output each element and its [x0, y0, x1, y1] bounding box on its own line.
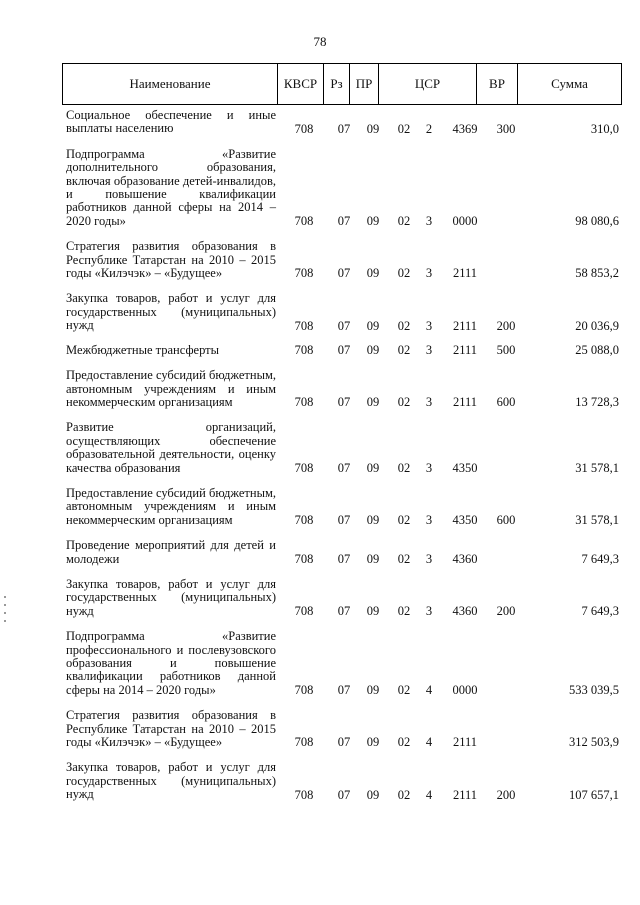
- row-csr-program: 02: [397, 551, 411, 566]
- row-csr-subprogram: 3: [425, 266, 433, 281]
- row-kvsr: 708: [294, 787, 314, 802]
- table-row: [0, 758, 640, 801]
- row-kvsr: 708: [294, 460, 314, 475]
- row-csr-code: 0000: [452, 214, 478, 229]
- row-pr: 09: [366, 121, 380, 136]
- row-vr: 300: [496, 121, 516, 136]
- row-csr-subprogram: 4: [425, 683, 433, 698]
- table-row: [0, 366, 640, 409]
- row-csr-subprogram: 3: [425, 318, 433, 333]
- row-csr-code: 4350: [452, 513, 478, 528]
- row-csr-program: 02: [397, 513, 411, 528]
- row-name: Подпрограмма «Развитие профессионального и послевузовского образования и повышение квалификации работников данной сферы на 2014 – 2020 годы»: [66, 629, 276, 697]
- row-name: Закупка товаров, работ и услуг для государственных (муниципальных) нужд: [66, 291, 276, 333]
- row-csr-program: 02: [397, 343, 411, 358]
- row-csr-program: 02: [397, 460, 411, 475]
- row-csr-subprogram: 3: [425, 395, 433, 410]
- table-row: [0, 627, 640, 697]
- row-rz: 07: [337, 214, 351, 229]
- row-kvsr: 708: [294, 735, 314, 750]
- row-name: Предоставление субсидий бюджетным, автономным учреждениям и иным некоммерческим организациям: [66, 368, 276, 409]
- row-sum: 533 039,5: [569, 683, 619, 698]
- row-csr-program: 02: [397, 214, 411, 229]
- header-name: Наименование: [63, 64, 278, 104]
- row-csr-code: 4350: [452, 460, 478, 475]
- table-row: [0, 536, 640, 566]
- row-csr-code: 4360: [452, 551, 478, 566]
- row-csr-subprogram: 3: [425, 551, 433, 566]
- row-csr-program: 02: [397, 787, 411, 802]
- row-csr-code: 2111: [452, 266, 478, 281]
- header-pr: ПР: [350, 64, 379, 104]
- header-kvsr: КВСР: [278, 64, 324, 104]
- row-csr-subprogram: 4: [425, 735, 433, 750]
- row-pr: 09: [366, 214, 380, 229]
- row-name: Межбюджетные трансферты: [66, 342, 220, 357]
- row-rz: 07: [337, 121, 351, 136]
- header-csr: ЦСР: [379, 64, 477, 104]
- row-sum: 25 088,0: [575, 343, 619, 358]
- row-csr-code: 2111: [452, 318, 478, 333]
- table-row: [0, 484, 640, 527]
- row-kvsr: 708: [294, 343, 314, 358]
- header-sum: Сумма: [551, 76, 588, 91]
- row-sum: 98 080,6: [575, 214, 619, 229]
- row-sum: 20 036,9: [575, 318, 619, 333]
- table-row: [0, 575, 640, 618]
- row-rz: 07: [337, 318, 351, 333]
- row-csr-code: 4360: [452, 604, 478, 619]
- row-pr: 09: [366, 683, 380, 698]
- row-kvsr: 708: [294, 318, 314, 333]
- row-rz: 07: [337, 551, 351, 566]
- row-sum: 31 578,1: [575, 513, 619, 528]
- table-row: [0, 341, 640, 357]
- scan-margin-marks: [4, 590, 8, 630]
- row-rz: 07: [337, 460, 351, 475]
- row-sum: 310,0: [590, 121, 619, 136]
- row-rz: 07: [337, 343, 351, 358]
- row-pr: 09: [366, 460, 380, 475]
- row-pr: 09: [366, 318, 380, 333]
- row-pr: 09: [366, 395, 380, 410]
- table-header: [62, 63, 622, 105]
- row-csr-subprogram: 3: [425, 604, 433, 619]
- row-csr-subprogram: 4: [425, 787, 433, 802]
- header-vr: ВР: [477, 64, 518, 104]
- row-csr-code: 2111: [452, 395, 478, 410]
- row-sum: 7 649,3: [581, 551, 619, 566]
- row-name: Социальное обеспечение и иные выплаты населению: [66, 108, 276, 136]
- row-kvsr: 708: [294, 214, 314, 229]
- row-kvsr: 708: [294, 551, 314, 566]
- row-csr-subprogram: 3: [425, 343, 433, 358]
- row-pr: 09: [366, 551, 380, 566]
- row-vr: 200: [496, 318, 516, 333]
- row-sum: 107 657,1: [569, 787, 619, 802]
- row-pr: 09: [366, 343, 380, 358]
- row-kvsr: 708: [294, 604, 314, 619]
- table-row: [0, 145, 640, 228]
- row-csr-code: 4369: [452, 121, 478, 136]
- row-kvsr: 708: [294, 395, 314, 410]
- row-csr-subprogram: 3: [425, 513, 433, 528]
- row-pr: 09: [366, 787, 380, 802]
- row-csr-program: 02: [397, 318, 411, 333]
- row-vr: 600: [496, 513, 516, 528]
- row-csr-code: 0000: [452, 683, 478, 698]
- row-rz: 07: [337, 787, 351, 802]
- table-body: [0, 106, 640, 802]
- row-vr: 200: [496, 787, 516, 802]
- row-kvsr: 708: [294, 266, 314, 281]
- row-name: Подпрограмма «Развитие дополнительного образования, включая образование детей-инвалидов, и повышение квалификации работников данной сферы на 2014 – 2020 годы»: [66, 146, 276, 228]
- row-vr: 200: [496, 604, 516, 619]
- table-row: [0, 418, 640, 475]
- row-rz: 07: [337, 604, 351, 619]
- row-kvsr: 708: [294, 683, 314, 698]
- row-csr-code: 2111: [452, 735, 478, 750]
- row-kvsr: 708: [294, 121, 314, 136]
- table-row: [0, 106, 640, 136]
- row-csr-subprogram: 3: [425, 460, 433, 475]
- row-csr-program: 02: [397, 604, 411, 619]
- row-rz: 07: [337, 735, 351, 750]
- row-name: Проведение мероприятий для детей и молодежи: [66, 538, 276, 566]
- row-name: Стратегия развития образования в Республике Татарстан на 2010 – 2015 годы «Килэчэк» – «Будущее»: [66, 239, 276, 281]
- row-csr-code: 2111: [452, 343, 478, 358]
- row-vr: 600: [496, 395, 516, 410]
- row-pr: 09: [366, 266, 380, 281]
- page-number: 78: [313, 34, 327, 49]
- row-vr: 500: [496, 343, 516, 358]
- row-sum: 58 853,2: [575, 266, 619, 281]
- row-rz: 07: [337, 266, 351, 281]
- table-row: [0, 289, 640, 332]
- header-rz: Рз: [324, 64, 350, 104]
- row-kvsr: 708: [294, 513, 314, 528]
- row-csr-program: 02: [397, 395, 411, 410]
- table-row: [0, 706, 640, 749]
- table-row: [0, 237, 640, 280]
- row-name: Предоставление субсидий бюджетным, автономным учреждениям и иным некоммерческим организациям: [66, 485, 276, 527]
- row-name: Стратегия развития образования в Республике Татарстан на 2010 – 2015 годы «Килэчэк» – «Будущее»: [66, 708, 276, 750]
- row-name: Закупка товаров, работ и услуг для государственных (муниципальных) нужд: [66, 760, 276, 802]
- row-sum: 7 649,3: [581, 604, 619, 619]
- row-rz: 07: [337, 513, 351, 528]
- row-rz: 07: [337, 683, 351, 698]
- row-sum: 31 578,1: [575, 460, 619, 475]
- row-pr: 09: [366, 513, 380, 528]
- row-name: Развитие организаций, осуществляющих обеспечение образовательной деятельности, оценку качества образования: [66, 420, 276, 475]
- row-sum: 312 503,9: [569, 735, 619, 750]
- row-rz: 07: [337, 395, 351, 410]
- row-csr-program: 02: [397, 266, 411, 281]
- row-csr-subprogram: 2: [425, 121, 433, 136]
- row-csr-code: 2111: [452, 787, 478, 802]
- row-name: Закупка товаров, работ и услуг для государственных (муниципальных) нужд: [66, 576, 276, 618]
- row-csr-program: 02: [397, 683, 411, 698]
- row-pr: 09: [366, 735, 380, 750]
- row-csr-program: 02: [397, 735, 411, 750]
- row-sum: 13 728,3: [575, 395, 619, 410]
- row-csr-program: 02: [397, 121, 411, 136]
- row-pr: 09: [366, 604, 380, 619]
- row-csr-subprogram: 3: [425, 214, 433, 229]
